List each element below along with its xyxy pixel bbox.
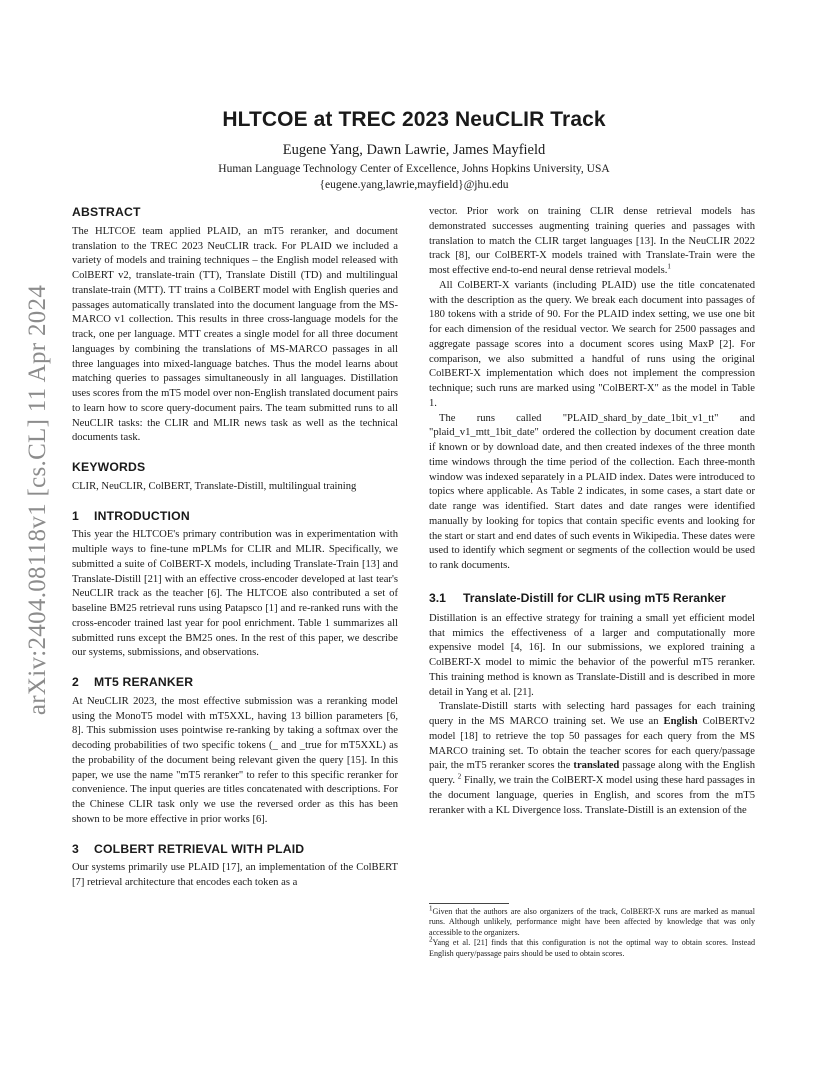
footnote-ref-2[interactable]: 2 xyxy=(457,772,462,781)
footnote-mark: 2 xyxy=(429,935,433,944)
td-paragraph-procedure xyxy=(429,700,755,818)
left-column xyxy=(72,205,398,891)
section-number: 1 xyxy=(72,508,79,523)
colbert-paragraph-dates: The runs called "PLAID_shard_by_date_1bit_v1_tt" and "plaid_v1_mtt_1bit_date" ordered the collection by document creation date if known or by download date, and then created indexes of the three month time windows through the time period of the collection. Each three-month window was indexed separately in a PLAID index. Dates were introduced to topics where applicable. As Table 2 indicates, in some cases, a start date or date range was identified. Start dates and date ranges were identified manually by looking for topics that contain specific events and looking for the start or start and end dates of such events in Wikipedia. These dates were used to identify which segment or segments of the collection would be used to rank documents. xyxy=(429,412,755,571)
td-text-c: passage along with the English query. xyxy=(429,760,756,786)
footnote-rule xyxy=(429,903,509,904)
paper-title: HLTCOE at TREC 2023 NeuCLIR Track xyxy=(222,108,606,131)
subsection-heading-translate-distill xyxy=(429,590,755,606)
footnote-text: Given that the authors are also organizers of the track, ColBERT-X runs are marked as manual runs. Although unlikely, performance might have been affected by knowledge that was only accessible to the organizers. xyxy=(429,907,755,937)
colbert-paragraph-text: vector. Prior work on training CLIR dense retrieval models has demonstrated successes augmenting training queries and passages with translation to match the CLIR target languages [13]. In the NeuCLIR 2022 track [8], our ColBERT-X models trained with Translate-Train were the most effective end-to-end neural dense retrieval models. xyxy=(429,206,755,276)
mt5-paragraph: At NeuCLIR 2023, the most effective submission was a reranking model using the MonoT5 model with mT5XXL, having 13 billion parameters [6, 8]. This submission uses pointwise re-ranking by taking a softmax over the decoding probabilities of two specific tokens (_ and _true for mT5XXL) as the probability of the document being relevant given the query [15]. In this paper, we use the name "mT5 reranker" to refer to this specific reranker for convenience. The input queries are titles concatenated with descriptions. For the Chinese CLIR task only we use the reversed order as this has been shown to be more effective in prior works [6]. xyxy=(72,695,398,825)
section-number: 2 xyxy=(72,675,79,689)
td-text-d: Finally, we train the ColBERT-X model using these hard passages in the document language, queries in English, and scores from the mT5 reranker with a KL Divergence loss. Translate-Distill is an extension of the xyxy=(429,775,755,816)
right-column xyxy=(429,205,755,818)
section-heading-colbert-plaid xyxy=(72,842,398,857)
section-number: 3 xyxy=(72,841,79,856)
section-title: MT5 RERANKER xyxy=(94,675,194,689)
footnotes xyxy=(429,903,755,959)
arxiv-stamp xyxy=(24,260,52,740)
section-heading-introduction xyxy=(72,509,398,524)
footnote-2 xyxy=(429,935,755,959)
arxiv-identifier: arXiv:2404.08118v1 [cs.CL] 11 Apr 2024 xyxy=(24,284,51,716)
section-title: COLBERT RETRIEVAL WITH PLAID xyxy=(94,841,305,856)
keywords-heading: KEYWORDS xyxy=(72,460,146,474)
section-title: INTRODUCTION xyxy=(94,508,190,523)
section-heading-mt5-reranker xyxy=(72,675,398,690)
td-text-b: ColBERTv2 model [18] to retrieve the top 50 passages for each query from the MS MARCO training set. To obtain the teacher scores for each query/passage pair, the mT5 reranker scores the xyxy=(429,716,755,772)
footnote-mark: 1 xyxy=(429,904,433,913)
abstract-heading: ABSTRACT xyxy=(72,205,141,219)
colbert-paragraph-continued xyxy=(429,205,755,279)
author-list: Eugene Yang, Dawn Lawrie, James Mayfield xyxy=(282,142,546,158)
author-email: {eugene.yang,lawrie,mayfield}@jhu.edu xyxy=(319,179,509,191)
subsection-title: Translate-Distill for CLIR using mT5 Reranker xyxy=(463,590,726,605)
footnote-text: Yang et al. [21] finds that this configuration is not the optimal way to obtain scores. Instead English query/passage pairs should be used to obtain scores. xyxy=(429,938,755,958)
keywords-text: CLIR, NeuCLIR, ColBERT, Translate-Distill, multilingual training xyxy=(72,480,357,492)
intro-paragraph: This year the HLTCOE's primary contribution was in experimentation with multiple ways to fine-tune mPLMs for CLIR and MLIR. Specifically, we submitted a suite of ColBERT-X models, including Translate-Train [13] and Translate-Distill [21] with an effective cross-encoder developed at last tear's NeuCLIR track as the teacher [6]. The HLTCOE also contributed a set of baseline BM25 retrieval runs using Patapsco [1] and re-ranked runs with the cross-encoder trained last year for pool enrichment. Table 1 summarizes all submitted runs except the BM25 ones. In the rest of this paper, we describe our systems, submissions, and observations. xyxy=(72,529,398,659)
colbert-paragraph-start: Our systems primarily use PLAID [17], an implementation of the ColBERT [7] retrieval architecture that encodes each token as a xyxy=(72,862,398,888)
td-paragraph-distillation: Distillation is an effective strategy for training a small yet efficient model that mimics the effectiveness of a larger and computationally more expensive model [4, 16]. In our submissions, we explored training a ColBERT-X model to mimic the behavior of the powerful mT5 reranker. This training method is known as Translate-Distill and is described in more detail in Yang et al. [21]. xyxy=(429,612,755,698)
subsection-number: 3.1 xyxy=(429,590,446,605)
abstract-text: The HLTCOE team applied PLAID, an mT5 reranker, and document translation to the TREC 2023 NeuCLIR track. For PLAID we included a variety of models and training techniques – the English model released with ColBERT v2, translate-train (TT), Translate Distill (TD) and multilingual translate-train (MTT). TT trains a ColBERT model with English queries and passages automatically translated into the document language from the MS-MARCO v1 collection. This results in three cross-language models for the track, one per language. MTT creates a single model for all three document languages by combining the translations of MS-MARCO passages in all three languages into mixed-language batches. Thus the model learns about matching queries to passages simultaneously in all languages. Distillation uses scores from the mT5 model over non-English translated document pairs to learn how to score query-document pairs. The team submitted runs to all NeuCLIR tasks: the CLIR and MLIR news task as well as the technical documents task. xyxy=(72,225,398,444)
footnote-1 xyxy=(429,904,755,938)
td-text-a: Translate-Distill starts with selecting hard passages for each training query in the MS MARCO training set. We use an xyxy=(429,701,755,727)
td-emphasis-translated: translated xyxy=(573,760,620,772)
colbert-paragraph-variants: All ColBERT-X variants (including PLAID) use the title concatenated with the description as the query. We break each document into passages of 180 tokens with a stride of 90. For the PLAID index setting, we use one bit for each dimension of the residual vector. We search for 2500 passages and aggregate passage scores into a document scores using MaxP [2]. For comparison, we also submitted a handful of runs using the original ColBERT-X implementation which does not implement the compression technique; such runs are marked using "ColBERT-X" as the model in Table 1. xyxy=(429,279,755,409)
paper-header xyxy=(72,108,756,193)
affiliation: Human Language Technology Center of Excellence, Johns Hopkins University, USA xyxy=(218,163,610,175)
td-emphasis-english: English xyxy=(663,716,698,727)
footnote-ref-1[interactable]: 1 xyxy=(667,262,671,271)
